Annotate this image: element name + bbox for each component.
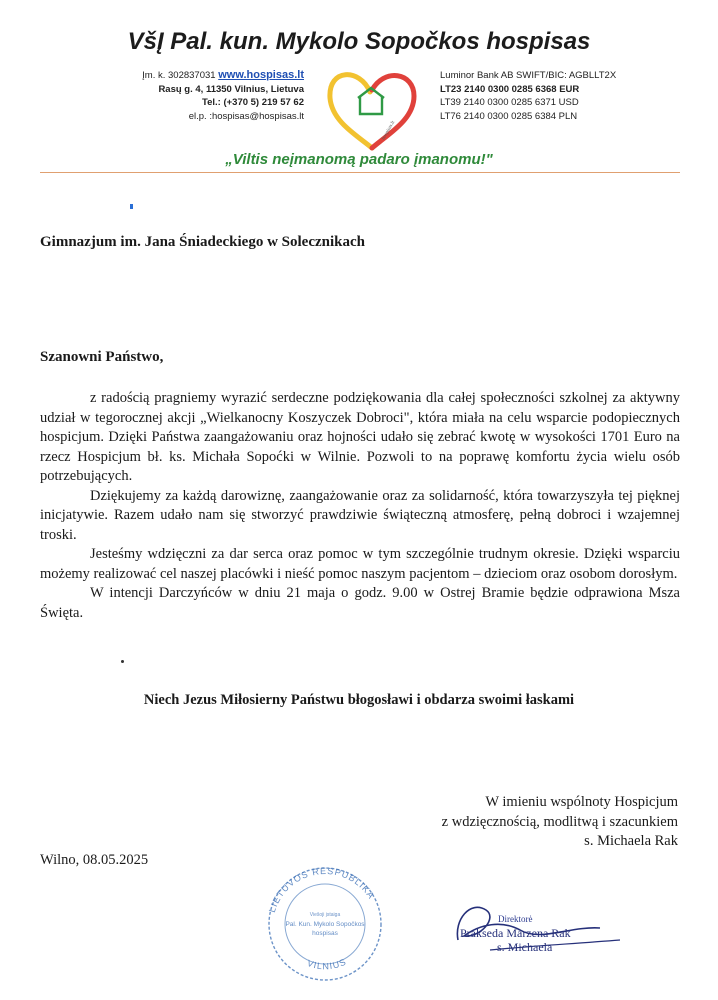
blessing: Niech Jezus Miłosierny Państwu błogosławi i obdarza swoimi łaskami [143, 692, 575, 708]
motto: „Viltis neįmanomą padaro įmanomu!" [225, 151, 493, 168]
iban-usd: LT39 2140 0300 0285 6371 USD [440, 97, 579, 108]
ink-dot [121, 660, 124, 663]
paragraph: z radością pragniemy wyrazić serdeczne podziękowania dla całej społeczności szkolnej za aktywny udział w tegorocznej akcji „Wielkanocny Koszyczek Dobroci", która miała na celu wsparcie podopiecznych hospicjum. Dzięki Państwa zaangażowaniu oraz hojności udało się zebrać kwotę w wysokości 1701 Euro na rzecz Hospicjum bł. ks. Michała Sopoćki w Wilnie. Pozwoli to na poprawę komfortu życia wielu osób potrzebujących. [40, 390, 680, 484]
website-link[interactable]: www.hospisas.lt [218, 69, 304, 81]
iban-eur: LT23 2140 0300 0285 6368 EUR [440, 83, 580, 95]
official-stamp [255, 862, 395, 982]
stamp-inner-line: Pal. Kun. Mykolo Sopočkos [285, 921, 365, 928]
ink-speck [130, 204, 133, 209]
phone-line: Tel.: (+370 5) 219 57 62 [201, 97, 304, 108]
closing-line: z wdzięcznością, modlitwą i szacunkiem [441, 813, 678, 830]
contact-details-left [142, 69, 304, 123]
stamp-outer-text: LIETUVOS RESPUBLIKA [266, 865, 377, 914]
greeting: Szanowni Państwo, [40, 349, 164, 365]
heart-yellow-stroke [330, 75, 372, 148]
stamp-inner-line: hospisas [312, 930, 338, 937]
heart-red-stroke [372, 76, 414, 148]
stamp-bottom-text: VILNIUS [305, 956, 349, 972]
hospice-heart-logo [322, 62, 422, 152]
place-and-date: Wilno, 08.05.2025 [40, 852, 149, 868]
letter-body [40, 389, 680, 623]
logo-site-text: hospisas.lt [381, 120, 397, 141]
header-divider [40, 172, 680, 173]
registration-line: Įm. k. 302837031 www.hospisas.lt [142, 69, 304, 81]
stamp-inner-line: Viešoji įstaiga [309, 912, 341, 918]
closing [442, 793, 678, 852]
organization-name: VšĮ Pal. kun. Mykolo Sopočkos hospisas [127, 28, 591, 55]
signatory-title: Direktorė [498, 914, 533, 924]
closing-signatory: s. Michaela Rak [584, 833, 678, 849]
address-line: Rasų g. 4, 11350 Vilnius, Lietuva [158, 83, 304, 95]
closing-line: W imieniu wspólnoty Hospicjum [485, 794, 678, 810]
iban-pln: LT76 2140 0300 0285 6384 PLN [440, 110, 578, 122]
bank-details [440, 69, 616, 123]
signatory-religious-name: s. Michaela [497, 940, 553, 954]
bank-line: Luminor Bank AB SWIFT/BIC: AGBLLT2X [440, 70, 617, 81]
paragraph: Jesteśmy wdzięczni za dar serca oraz pomoc w tym szczególnie trudnym okresie. Dzięki wsparciu możemy realizować cel naszej placówki i nieść pomoc naszym pacjentom – dzieciom oraz osobom dorosłym. [40, 546, 680, 582]
recipient: Gimnazjum im. Jana Śniadeckiego w Solecznikach [40, 234, 366, 250]
paragraph: W intencji Darczyńców w dniu 21 maja o godz. 9.00 w Ostrej Bramie będzie odprawiona Msza Święta. [40, 585, 680, 621]
signatory-name: Prakseda Marzena Rak [460, 926, 571, 940]
email-line: el.p. :hospisas@hospisas.lt [188, 110, 304, 122]
paragraph: Dziękujemy za każdą darowiznę, zaangażowanie oraz za solidarność, która towarzyszyła tej pięknej inicjatywie. Razem udało nam się stworzyć prawdziwie świąteczną atmosferę, pełną dobroci i wzajemnej troski. [40, 487, 680, 543]
